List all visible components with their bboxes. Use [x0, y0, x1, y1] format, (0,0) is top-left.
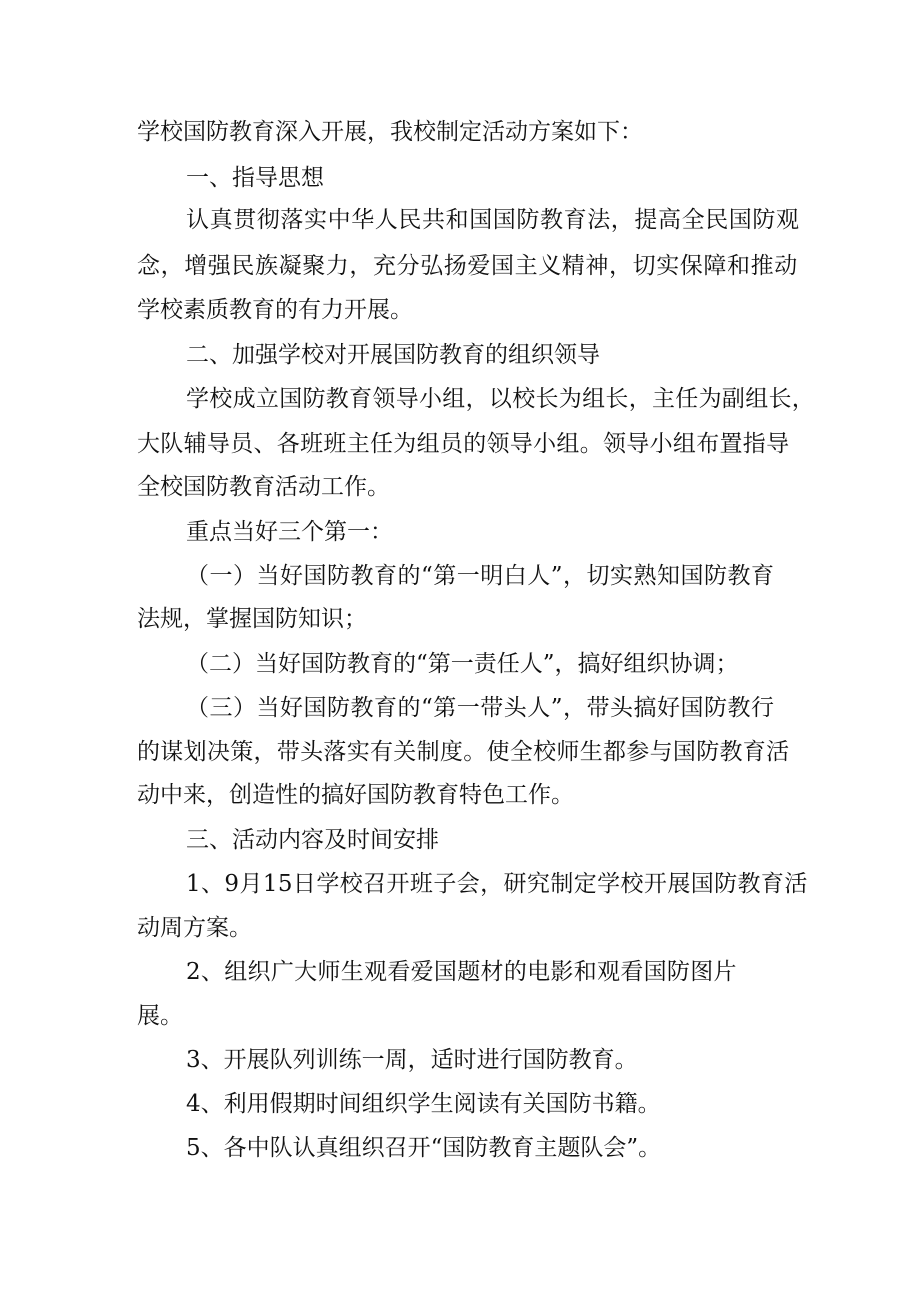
section-heading-2: 二、加强学校对开展国防教育的组织领导: [186, 342, 600, 368]
numbered-item-line: 展。: [137, 1003, 183, 1029]
numbered-item-line: 动周方案。: [137, 915, 252, 941]
numbered-item-line: 2、组织广大师生观看爱国题材的电影和观看国防图片: [186, 959, 737, 985]
paragraph-line: 学校成立国防教育领导小组，以校长为组长，主任为副组长，: [186, 386, 816, 412]
numbered-item-line: 4、利用假期时间组织学生阅读有关国防书籍。: [186, 1091, 661, 1117]
list-item-line: （三）当好国防教育的“第一带头人”，带头搞好国防教行: [186, 695, 775, 721]
paragraph-line: 全校国防教育活动工作。: [137, 474, 390, 500]
paragraph-line: 念，增强民族凝聚力，充分弘扬爱国主义精神，切实保障和推动: [137, 253, 798, 279]
list-item-line: 法规，掌握国防知识；: [137, 606, 367, 632]
subheading: 重点当好三个第一：: [186, 519, 393, 545]
intro-line: 学校国防教育深入开展，我校制定活动方案如下：: [137, 119, 643, 145]
list-item-line: （一）当好国防教育的“第一明白人”，切实熟知国防教育: [186, 563, 775, 589]
numbered-item-line: 3、开展队列训练一周，适时进行国防教育。: [186, 1047, 638, 1073]
list-item-line: （二）当好国防教育的“第一责任人”，搞好组织协调；: [186, 651, 739, 677]
numbered-item-line: 1、9月15日学校召开班子会，研究制定学校开展国防教育活: [186, 871, 808, 897]
paragraph-line: 学校素质教育的有力开展。: [137, 297, 413, 323]
list-item-line: 的谋划决策，带头落实有关制度。使全校师生都参与国防教育活: [137, 739, 790, 765]
paragraph-line: 大队辅导员、各班班主任为组员的领导小组。领导小组布置指导: [137, 431, 790, 457]
paragraph-line: 认真贯彻落实中华人民共和国国防教育法，提高全民国防观: [186, 207, 800, 233]
section-heading-1: 一、指导思想: [186, 165, 324, 191]
numbered-item-line: 5、各中队认真组织召开“国防教育主题队会”。: [186, 1135, 662, 1161]
list-item-line: 动中来，创造性的搞好国防教育特色工作。: [137, 782, 574, 808]
section-heading-3: 三、活动内容及时间安排: [186, 827, 439, 853]
